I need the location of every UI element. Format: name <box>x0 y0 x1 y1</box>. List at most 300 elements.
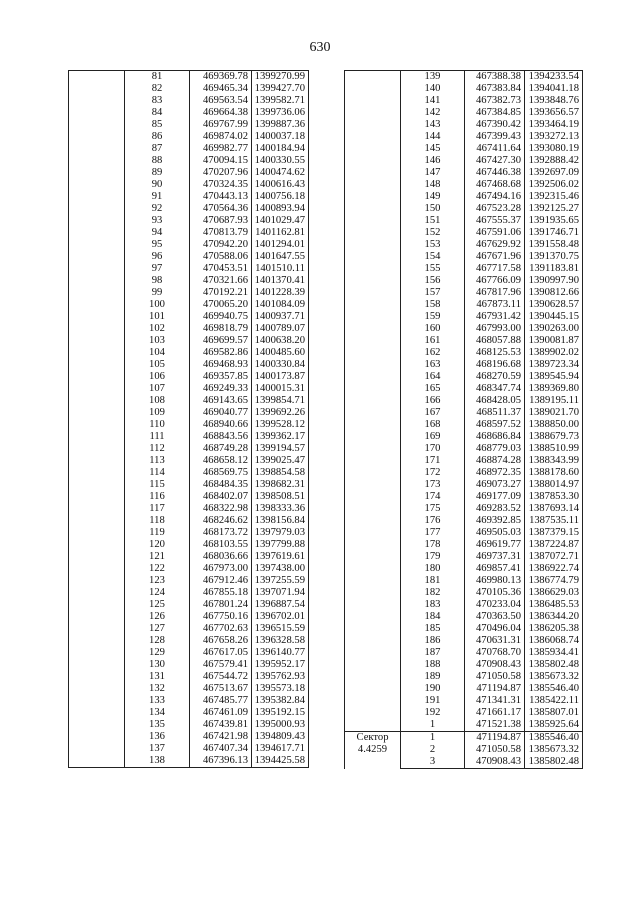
empty-cell <box>345 623 401 635</box>
table-row <box>69 707 309 719</box>
x-coordinate: 469073.27 <box>465 479 525 491</box>
x-coordinate: 467446.38 <box>465 167 525 179</box>
table-row <box>345 215 583 227</box>
empty-cell <box>345 191 401 203</box>
x-coordinate: 470942.20 <box>190 239 252 251</box>
table-row <box>69 575 309 587</box>
x-coordinate: 467396.13 <box>190 755 252 768</box>
y-coordinate: 1394617.71 <box>252 743 309 755</box>
empty-cell <box>345 707 401 719</box>
y-coordinate: 1385802.48 <box>525 659 583 671</box>
point-number: 163 <box>401 359 465 371</box>
y-coordinate: 1395573.18 <box>252 683 309 695</box>
y-coordinate: 1389545.94 <box>525 371 583 383</box>
x-coordinate: 467494.16 <box>465 191 525 203</box>
point-number: 189 <box>401 671 465 683</box>
table-row <box>345 347 583 359</box>
table-row <box>69 359 309 371</box>
point-number: 114 <box>125 467 190 479</box>
empty-cell <box>69 287 125 299</box>
empty-cell <box>345 287 401 299</box>
right-coordinate-table <box>344 70 583 769</box>
x-coordinate: 468322.98 <box>190 503 252 515</box>
y-coordinate: 1400937.71 <box>252 311 309 323</box>
table-row <box>69 527 309 539</box>
point-number: 103 <box>125 335 190 347</box>
empty-cell <box>345 131 401 143</box>
x-coordinate: 468972.35 <box>465 467 525 479</box>
y-coordinate: 1401510.11 <box>252 263 309 275</box>
empty-cell <box>69 155 125 167</box>
point-number: 187 <box>401 647 465 659</box>
point-number: 139 <box>401 71 465 84</box>
x-coordinate: 468779.03 <box>465 443 525 455</box>
table-row <box>345 359 583 371</box>
point-number: 1 <box>401 732 465 745</box>
x-coordinate: 467399.43 <box>465 131 525 143</box>
y-coordinate: 1392506.02 <box>525 179 583 191</box>
table-row <box>69 467 309 479</box>
y-coordinate: 1401228.39 <box>252 287 309 299</box>
x-coordinate: 468173.72 <box>190 527 252 539</box>
y-coordinate: 1392697.09 <box>525 167 583 179</box>
table-row <box>69 275 309 287</box>
y-coordinate: 1389021.70 <box>525 407 583 419</box>
y-coordinate: 1401294.01 <box>252 239 309 251</box>
y-coordinate: 1393656.57 <box>525 107 583 119</box>
y-coordinate: 1398682.31 <box>252 479 309 491</box>
empty-cell <box>345 227 401 239</box>
point-number: 152 <box>401 227 465 239</box>
empty-cell <box>345 239 401 251</box>
table-row <box>69 371 309 383</box>
y-coordinate: 1396328.58 <box>252 635 309 647</box>
x-coordinate: 467384.85 <box>465 107 525 119</box>
table-row <box>69 431 309 443</box>
x-coordinate: 467407.34 <box>190 743 252 755</box>
empty-cell <box>345 179 401 191</box>
y-coordinate: 1400184.94 <box>252 143 309 155</box>
y-coordinate: 1385422.11 <box>525 695 583 707</box>
y-coordinate: 1388850.00 <box>525 419 583 431</box>
point-number: 123 <box>125 575 190 587</box>
empty-cell <box>69 671 125 683</box>
point-number: 110 <box>125 419 190 431</box>
x-coordinate: 467439.81 <box>190 719 252 731</box>
point-number: 140 <box>401 83 465 95</box>
x-coordinate: 467702.63 <box>190 623 252 635</box>
point-number: 126 <box>125 611 190 623</box>
point-number: 147 <box>401 167 465 179</box>
point-number: 154 <box>401 251 465 263</box>
x-coordinate: 470065.20 <box>190 299 252 311</box>
x-coordinate: 468843.56 <box>190 431 252 443</box>
point-number: 143 <box>401 119 465 131</box>
point-number: 106 <box>125 371 190 383</box>
empty-cell <box>345 455 401 467</box>
y-coordinate: 1399025.47 <box>252 455 309 467</box>
x-coordinate: 468125.53 <box>465 347 525 359</box>
x-coordinate: 469357.85 <box>190 371 252 383</box>
table-row <box>69 347 309 359</box>
x-coordinate: 467485.77 <box>190 695 252 707</box>
point-number: 184 <box>401 611 465 623</box>
empty-cell <box>345 431 401 443</box>
empty-cell <box>345 539 401 551</box>
x-coordinate: 467544.72 <box>190 671 252 683</box>
point-number: 117 <box>125 503 190 515</box>
table-row <box>69 611 309 623</box>
x-coordinate: 469857.41 <box>465 563 525 575</box>
x-coordinate: 467993.00 <box>465 323 525 335</box>
point-number: 92 <box>125 203 190 215</box>
y-coordinate: 1400330.55 <box>252 155 309 167</box>
y-coordinate: 1394041.18 <box>525 83 583 95</box>
empty-cell <box>69 515 125 527</box>
y-coordinate: 1387535.11 <box>525 515 583 527</box>
empty-cell <box>69 587 125 599</box>
x-coordinate: 469283.52 <box>465 503 525 515</box>
empty-cell <box>69 95 125 107</box>
y-coordinate: 1399427.70 <box>252 83 309 95</box>
empty-cell <box>345 467 401 479</box>
y-coordinate: 1393464.19 <box>525 119 583 131</box>
point-number: 171 <box>401 455 465 467</box>
point-number: 175 <box>401 503 465 515</box>
point-number: 176 <box>401 515 465 527</box>
y-coordinate: 1400015.31 <box>252 383 309 395</box>
empty-cell <box>69 707 125 719</box>
x-coordinate: 467579.41 <box>190 659 252 671</box>
point-number: 133 <box>125 695 190 707</box>
empty-cell <box>345 395 401 407</box>
point-number: 116 <box>125 491 190 503</box>
point-number: 138 <box>125 755 190 768</box>
table-row <box>69 251 309 263</box>
x-coordinate: 470105.36 <box>465 587 525 599</box>
table-row <box>69 443 309 455</box>
x-coordinate: 470908.43 <box>465 659 525 671</box>
point-number: 127 <box>125 623 190 635</box>
y-coordinate: 1394425.58 <box>252 755 309 768</box>
table-row <box>345 443 583 455</box>
x-coordinate: 468511.37 <box>465 407 525 419</box>
table-row <box>69 179 309 191</box>
point-number: 94 <box>125 227 190 239</box>
x-coordinate: 468196.68 <box>465 359 525 371</box>
x-coordinate: 471341.31 <box>465 695 525 707</box>
point-number: 178 <box>401 539 465 551</box>
y-coordinate: 1389902.02 <box>525 347 583 359</box>
table-row <box>345 83 583 95</box>
point-number: 183 <box>401 599 465 611</box>
empty-cell <box>345 359 401 371</box>
y-coordinate: 1385673.32 <box>525 744 583 756</box>
x-coordinate: 468036.66 <box>190 551 252 563</box>
x-coordinate: 469392.85 <box>465 515 525 527</box>
empty-cell <box>69 131 125 143</box>
x-coordinate: 469582.86 <box>190 347 252 359</box>
empty-cell <box>69 371 125 383</box>
x-coordinate: 467801.24 <box>190 599 252 611</box>
x-coordinate: 467382.73 <box>465 95 525 107</box>
empty-cell <box>69 383 125 395</box>
point-number: 150 <box>401 203 465 215</box>
x-coordinate: 469982.77 <box>190 143 252 155</box>
empty-cell <box>345 95 401 107</box>
empty-cell <box>345 155 401 167</box>
x-coordinate: 470768.70 <box>465 647 525 659</box>
y-coordinate: 1387224.87 <box>525 539 583 551</box>
empty-cell <box>345 515 401 527</box>
x-coordinate: 468940.66 <box>190 419 252 431</box>
empty-cell <box>69 299 125 311</box>
y-coordinate: 1399854.71 <box>252 395 309 407</box>
y-coordinate: 1386068.74 <box>525 635 583 647</box>
point-number: 186 <box>401 635 465 647</box>
y-coordinate: 1385925.64 <box>525 719 583 732</box>
empty-cell <box>345 311 401 323</box>
y-coordinate: 1400330.84 <box>252 359 309 371</box>
y-coordinate: 1392888.42 <box>525 155 583 167</box>
point-number: 102 <box>125 323 190 335</box>
table-row <box>345 431 583 443</box>
empty-cell <box>345 599 401 611</box>
y-coordinate: 1390445.15 <box>525 311 583 323</box>
x-coordinate: 467390.42 <box>465 119 525 131</box>
point-number: 167 <box>401 407 465 419</box>
point-number: 96 <box>125 251 190 263</box>
y-coordinate: 1389369.80 <box>525 383 583 395</box>
point-number: 159 <box>401 311 465 323</box>
y-coordinate: 1397799.88 <box>252 539 309 551</box>
table-row <box>69 71 309 84</box>
table-row <box>69 215 309 227</box>
table-row <box>69 539 309 551</box>
sector-label-line1: Сектор <box>356 732 389 743</box>
y-coordinate: 1398508.51 <box>252 491 309 503</box>
y-coordinate: 1391370.75 <box>525 251 583 263</box>
x-coordinate: 467461.09 <box>190 707 252 719</box>
y-coordinate: 1401647.55 <box>252 251 309 263</box>
point-number: 84 <box>125 107 190 119</box>
x-coordinate: 468428.05 <box>465 395 525 407</box>
table-row <box>69 299 309 311</box>
y-coordinate: 1399528.12 <box>252 419 309 431</box>
y-coordinate: 1390997.90 <box>525 275 583 287</box>
point-number: 145 <box>401 143 465 155</box>
empty-cell <box>345 215 401 227</box>
x-coordinate: 470453.51 <box>190 263 252 275</box>
x-coordinate: 469563.54 <box>190 95 252 107</box>
point-number: 124 <box>125 587 190 599</box>
y-coordinate: 1400474.62 <box>252 167 309 179</box>
empty-cell <box>69 539 125 551</box>
empty-cell <box>345 671 401 683</box>
table-row <box>345 635 583 647</box>
empty-cell <box>69 323 125 335</box>
y-coordinate: 1388679.73 <box>525 431 583 443</box>
table-row <box>345 647 583 659</box>
x-coordinate: 469699.57 <box>190 335 252 347</box>
empty-cell <box>345 491 401 503</box>
empty-cell <box>69 311 125 323</box>
point-number: 172 <box>401 467 465 479</box>
y-coordinate: 1386344.20 <box>525 611 583 623</box>
x-coordinate: 468569.75 <box>190 467 252 479</box>
empty-cell <box>69 239 125 251</box>
x-coordinate: 467617.05 <box>190 647 252 659</box>
point-number: 109 <box>125 407 190 419</box>
point-number: 136 <box>125 731 190 743</box>
x-coordinate: 467766.09 <box>465 275 525 287</box>
x-coordinate: 468103.55 <box>190 539 252 551</box>
x-coordinate: 469980.13 <box>465 575 525 587</box>
x-coordinate: 467388.38 <box>465 71 525 84</box>
y-coordinate: 1401029.47 <box>252 215 309 227</box>
point-number: 88 <box>125 155 190 167</box>
table-row <box>345 107 583 119</box>
y-coordinate: 1388510.99 <box>525 443 583 455</box>
empty-cell <box>69 347 125 359</box>
point-number: 180 <box>401 563 465 575</box>
point-number: 95 <box>125 239 190 251</box>
table-row <box>345 95 583 107</box>
point-number: 1 <box>401 719 465 732</box>
table-row <box>345 71 583 84</box>
empty-cell <box>69 683 125 695</box>
y-coordinate: 1387853.30 <box>525 491 583 503</box>
empty-cell <box>345 347 401 359</box>
x-coordinate: 467817.96 <box>465 287 525 299</box>
y-coordinate: 1392315.46 <box>525 191 583 203</box>
point-number: 151 <box>401 215 465 227</box>
table-row <box>345 587 583 599</box>
point-number: 87 <box>125 143 190 155</box>
table-row <box>345 263 583 275</box>
point-number: 177 <box>401 527 465 539</box>
table-row <box>69 95 309 107</box>
point-number: 179 <box>401 551 465 563</box>
y-coordinate: 1395382.84 <box>252 695 309 707</box>
empty-cell <box>345 143 401 155</box>
empty-cell <box>69 227 125 239</box>
empty-cell <box>69 143 125 155</box>
table-row <box>345 659 583 671</box>
point-number: 146 <box>401 155 465 167</box>
x-coordinate: 469143.65 <box>190 395 252 407</box>
point-number: 120 <box>125 539 190 551</box>
table-row <box>345 143 583 155</box>
table-row <box>69 311 309 323</box>
point-number: 131 <box>125 671 190 683</box>
x-coordinate: 469874.02 <box>190 131 252 143</box>
x-coordinate: 469465.34 <box>190 83 252 95</box>
table-row <box>345 323 583 335</box>
left-coordinate-table <box>68 70 309 768</box>
empty-cell <box>69 503 125 515</box>
y-coordinate: 1401370.41 <box>252 275 309 287</box>
y-coordinate: 1387693.14 <box>525 503 583 515</box>
x-coordinate: 470443.13 <box>190 191 252 203</box>
table-row <box>69 263 309 275</box>
empty-cell <box>69 611 125 623</box>
y-coordinate: 1397979.03 <box>252 527 309 539</box>
y-coordinate: 1400037.18 <box>252 131 309 143</box>
empty-cell <box>345 551 401 563</box>
empty-cell <box>69 431 125 443</box>
y-coordinate: 1400638.20 <box>252 335 309 347</box>
table-row <box>345 119 583 131</box>
table-row <box>69 515 309 527</box>
empty-cell <box>345 575 401 587</box>
table-row <box>69 731 309 743</box>
point-number: 174 <box>401 491 465 503</box>
y-coordinate: 1397619.61 <box>252 551 309 563</box>
table-row <box>345 419 583 431</box>
table-row <box>69 155 309 167</box>
y-coordinate: 1385807.01 <box>525 707 583 719</box>
x-coordinate: 468484.35 <box>190 479 252 491</box>
empty-cell <box>69 635 125 647</box>
table-row <box>69 479 309 491</box>
x-coordinate: 468597.52 <box>465 419 525 431</box>
empty-cell <box>69 263 125 275</box>
point-number: 137 <box>125 743 190 755</box>
y-coordinate: 1399270.99 <box>252 71 309 84</box>
table-row <box>345 695 583 707</box>
table-row <box>69 755 309 768</box>
x-coordinate: 467513.67 <box>190 683 252 695</box>
table-row <box>69 695 309 707</box>
empty-cell <box>345 203 401 215</box>
x-coordinate: 470631.31 <box>465 635 525 647</box>
y-coordinate: 1401162.81 <box>252 227 309 239</box>
empty-cell <box>345 563 401 575</box>
table-row <box>345 551 583 563</box>
x-coordinate: 467555.37 <box>465 215 525 227</box>
empty-cell <box>345 107 401 119</box>
x-coordinate: 470588.06 <box>190 251 252 263</box>
empty-cell <box>69 443 125 455</box>
empty-cell <box>69 719 125 731</box>
point-number: 89 <box>125 167 190 179</box>
point-number: 129 <box>125 647 190 659</box>
y-coordinate: 1388343.99 <box>525 455 583 467</box>
point-number: 90 <box>125 179 190 191</box>
empty-cell <box>69 407 125 419</box>
x-coordinate: 469040.77 <box>190 407 252 419</box>
x-coordinate: 467421.98 <box>190 731 252 743</box>
x-coordinate: 468658.12 <box>190 455 252 467</box>
table-row <box>345 287 583 299</box>
point-number: 132 <box>125 683 190 695</box>
x-coordinate: 471194.87 <box>465 683 525 695</box>
x-coordinate: 467629.92 <box>465 239 525 251</box>
point-number: 100 <box>125 299 190 311</box>
table-row <box>69 563 309 575</box>
table-row <box>69 227 309 239</box>
table-row <box>345 275 583 287</box>
y-coordinate: 1388178.60 <box>525 467 583 479</box>
table-row <box>345 407 583 419</box>
point-number: 182 <box>401 587 465 599</box>
page-number: 630 <box>309 40 331 55</box>
table-row <box>345 455 583 467</box>
empty-cell <box>69 563 125 575</box>
empty-cell <box>69 527 125 539</box>
table-row <box>69 635 309 647</box>
